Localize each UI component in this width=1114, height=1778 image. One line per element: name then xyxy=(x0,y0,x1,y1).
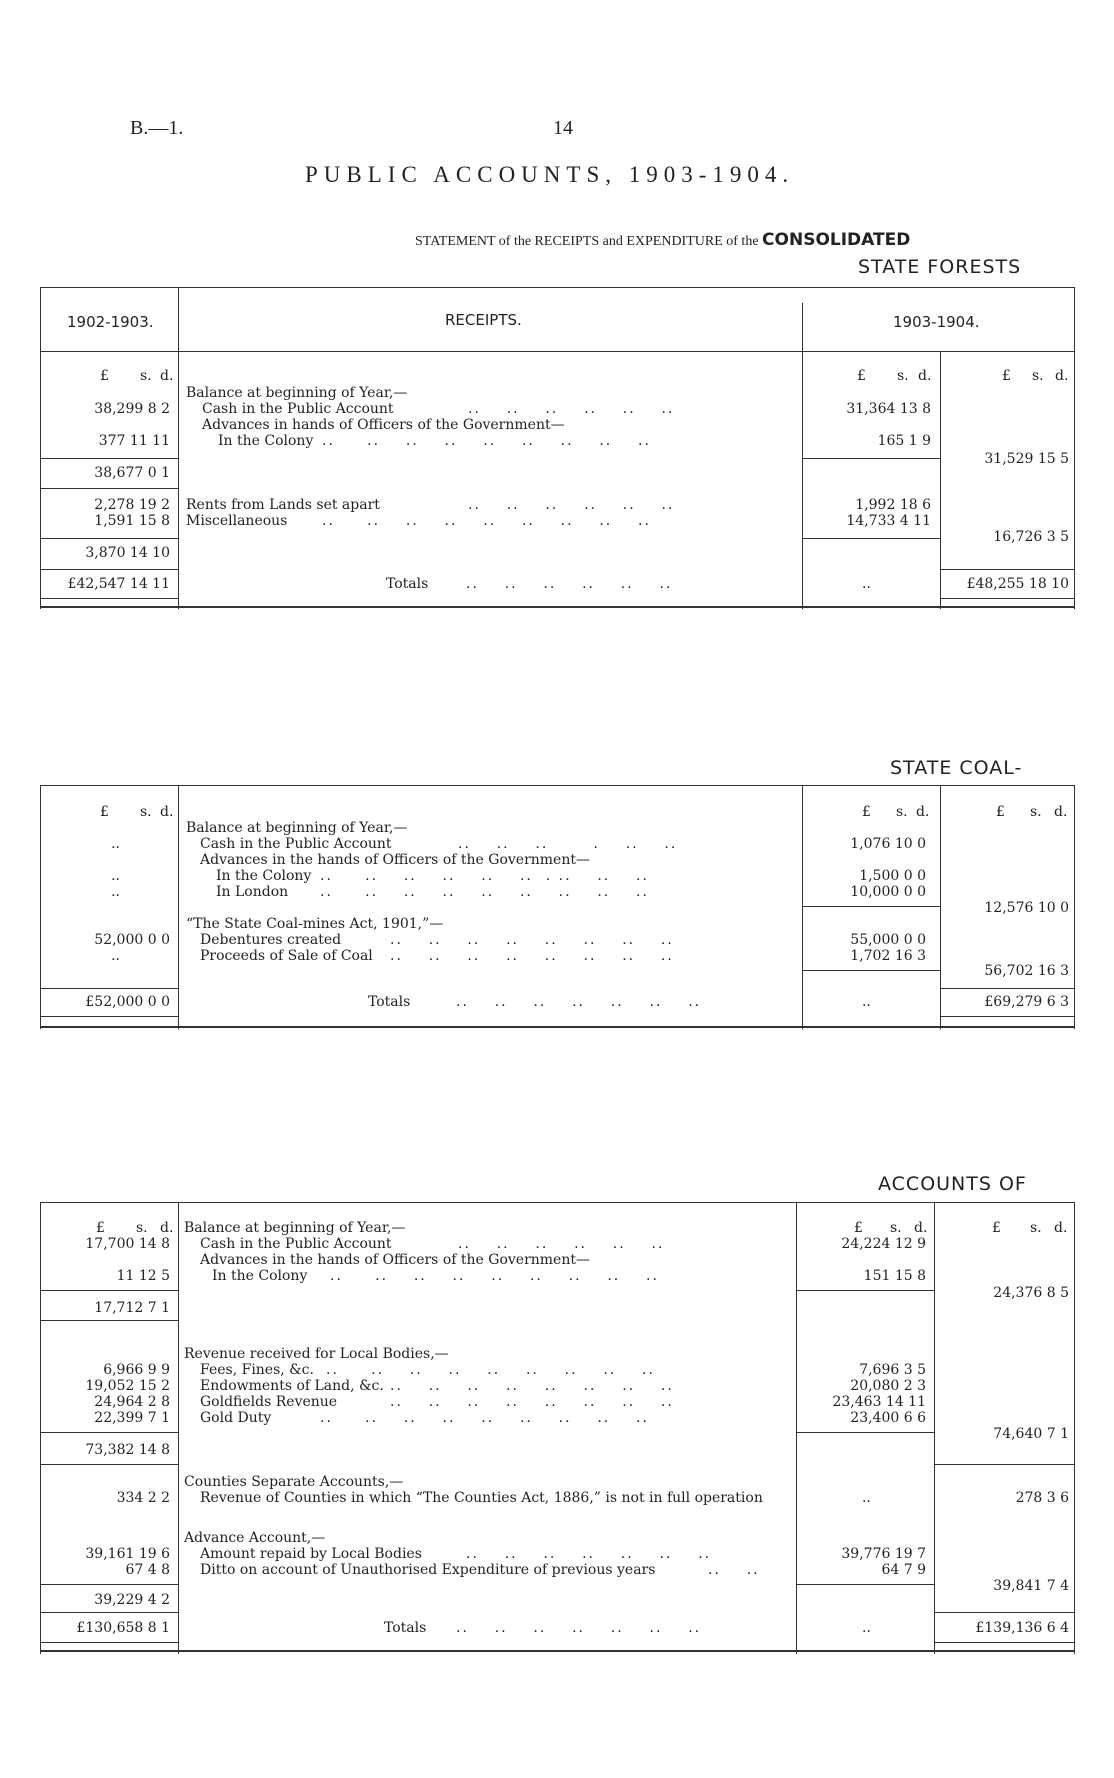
unit-s: s. xyxy=(1032,368,1044,384)
value-cur: 31,364 13 8 xyxy=(846,401,931,417)
value-cur: 64 7 9 xyxy=(881,1562,926,1578)
unit-pound: £ xyxy=(996,804,1005,820)
col-header-receipts: RECEIPTS. xyxy=(445,311,522,329)
row-label: Endowments of Land, &c. xyxy=(200,1378,384,1394)
leader-dots: .. .. .. .. .. .. .. .. xyxy=(390,1394,674,1410)
unit-d: d. xyxy=(160,804,174,820)
leader-dots: .. .. .. .. .. .. . .. .. .. xyxy=(320,868,649,884)
value-prev: 19,052 15 2 xyxy=(85,1378,170,1394)
unit-d: d. xyxy=(160,1220,174,1236)
leader-dots: .. .. .. .. .. .. .. .. .. xyxy=(322,433,651,449)
unit-d: d. xyxy=(918,368,932,384)
value-prev: 2,278 19 2 xyxy=(94,497,170,513)
subtotal-prev: 38,677 0 1 xyxy=(94,465,170,481)
unit-s: s. xyxy=(140,804,152,820)
subtotal-prev: 17,712 7 1 xyxy=(94,1300,170,1316)
row-label: Revenue received for Local Bodies,— xyxy=(184,1346,449,1362)
totals-prev: £42,547 14 11 xyxy=(67,576,170,592)
unit-s: s. xyxy=(136,1220,148,1236)
leader-dots: .. .. .. .. .. .. .. .. .. xyxy=(320,1410,649,1426)
row-label: Advances in hands of Officers of the Government— xyxy=(202,417,565,433)
unit-s: s. xyxy=(1030,804,1042,820)
page-number: 14 xyxy=(553,117,573,139)
row-label: In the Colony xyxy=(212,1268,308,1284)
subtotal-total: 278 3 6 xyxy=(1015,1490,1069,1506)
leader-dots: .. .. .. .. .. .. .. .. xyxy=(390,932,674,948)
totals-label: Totals xyxy=(386,576,429,592)
value-cur: 1,992 18 6 xyxy=(855,497,931,513)
value-cur: 39,776 19 7 xyxy=(841,1546,926,1562)
unit-pound: £ xyxy=(1002,368,1011,384)
totals-mid: .. xyxy=(862,576,871,592)
leader-dots: .. .. .. .. .. .. xyxy=(468,401,675,417)
unit-s: s. xyxy=(140,368,152,384)
value-prev: 22,399 7 1 xyxy=(94,1410,170,1426)
row-label: Fees, Fines, &c. xyxy=(200,1362,314,1378)
totals-label: Totals xyxy=(384,1620,427,1636)
value-cur: 23,463 14 11 xyxy=(832,1394,926,1410)
leader-dots: .. .. .. .. .. .. .. .. .. xyxy=(322,513,651,529)
value-prev: 334 2 2 xyxy=(116,1490,170,1506)
row-label: Rents from Lands set apart xyxy=(186,497,380,513)
leader-dots: .. .. xyxy=(708,1562,760,1578)
value-cur: 165 1 9 xyxy=(877,433,931,449)
page-title: PUBLIC ACCOUNTS, 1903-1904. xyxy=(305,162,795,187)
unit-pound: £ xyxy=(862,804,871,820)
value-cur: 20,080 2 3 xyxy=(850,1378,926,1394)
unit-d: d. xyxy=(914,1220,928,1236)
value-prev: 6,966 9 9 xyxy=(103,1362,170,1378)
leader-dots: .. .. .. . .. .. xyxy=(458,836,678,852)
row-label: Cash in the Public Account xyxy=(202,401,394,417)
row-label: In London xyxy=(216,884,289,900)
row-label: Ditto on account of Unauthorised Expenditure of previous years xyxy=(200,1562,656,1578)
row-label: In the Colony xyxy=(216,868,312,884)
row-label: Gold Duty xyxy=(200,1410,272,1426)
value-prev: 38,299 8 2 xyxy=(94,401,170,417)
subtotal-prev: 3,870 14 10 xyxy=(85,545,170,561)
row-label: Debentures created xyxy=(200,932,342,948)
value-prev: 377 11 11 xyxy=(98,433,170,449)
unit-pound: £ xyxy=(96,1220,105,1236)
unit-d: d. xyxy=(1055,368,1069,384)
totals-mid: .. xyxy=(862,994,871,1010)
subtotal-total: 31,529 15 5 xyxy=(984,451,1069,467)
subtotal-total: 74,640 7 1 xyxy=(993,1426,1069,1442)
statement-line xyxy=(415,230,910,250)
value-cur: 1,702 16 3 xyxy=(850,948,926,964)
leader-dots: .. .. .. .. .. .. .. .. .. xyxy=(326,1362,655,1378)
value-prev: .. xyxy=(111,948,120,964)
row-label: Proceeds of Sale of Coal xyxy=(200,948,373,964)
row-label: Balance at beginning of Year,— xyxy=(186,820,408,836)
unit-d: d. xyxy=(1054,804,1068,820)
row-label: Revenue of Counties in which “The Counties Act, 1886,” is not in full operation xyxy=(200,1490,763,1506)
unit-pound: £ xyxy=(854,1220,863,1236)
subtotal-total: 56,702 16 3 xyxy=(984,963,1069,979)
totals-total: £48,255 18 10 xyxy=(966,576,1069,592)
unit-pound: £ xyxy=(100,368,109,384)
leader-dots: .. .. .. .. .. .. .. .. xyxy=(390,948,674,964)
leader-dots: .. .. .. .. .. .. xyxy=(468,497,675,513)
unit-s: s. xyxy=(1030,1220,1042,1236)
value-mid: .. xyxy=(862,1490,871,1506)
row-label: “The State Coal-mines Act, 1901,”— xyxy=(186,916,444,932)
value-prev: 52,000 0 0 xyxy=(94,932,170,948)
unit-d: d. xyxy=(160,368,174,384)
row-label: In the Colony xyxy=(218,433,314,449)
leader-dots: .. .. .. .. .. .. .. .. .. xyxy=(320,884,649,900)
value-prev: 39,161 19 6 xyxy=(85,1546,170,1562)
row-label: Balance at beginning of Year,— xyxy=(184,1220,406,1236)
statement-prefix: STATEMENT of the RECEIPTS and EXPENDITURE of the xyxy=(415,234,759,249)
leader-dots: .. .. .. .. .. .. xyxy=(458,1236,665,1252)
value-cur: 1,076 10 0 xyxy=(850,836,926,852)
row-label: Balance at beginning of Year,— xyxy=(186,385,408,401)
row-label: Miscellaneous xyxy=(186,513,288,529)
totals-label: Totals xyxy=(368,994,411,1010)
totals-mid: .. xyxy=(862,1620,871,1636)
row-label: Amount repaid by Local Bodies xyxy=(200,1546,422,1562)
unit-s: s. xyxy=(896,804,908,820)
unit-pound: £ xyxy=(992,1220,1001,1236)
section-title-state-coal: STATE COAL- xyxy=(890,757,1023,779)
subtotal-total: 16,726 3 5 xyxy=(993,529,1069,545)
subtotal-prev: 73,382 14 8 xyxy=(85,1442,170,1458)
leader-dots: .. .. .. .. .. .. .. xyxy=(456,1620,702,1636)
unit-pound: £ xyxy=(100,804,109,820)
value-prev: .. xyxy=(111,836,120,852)
value-cur: 23,400 6 6 xyxy=(850,1410,926,1426)
row-label: Advance Account,— xyxy=(184,1530,326,1546)
row-label: Advances in the hands of Officers of the Government— xyxy=(200,852,590,868)
value-prev: .. xyxy=(111,884,120,900)
section-title-accounts-of: ACCOUNTS OF xyxy=(878,1173,1027,1195)
unit-s: s. xyxy=(897,368,909,384)
value-cur: 10,000 0 0 xyxy=(850,884,926,900)
unit-s: s. xyxy=(890,1220,902,1236)
subtotal-prev: 39,229 4 2 xyxy=(94,1592,170,1608)
value-cur: 14,733 4 11 xyxy=(846,513,931,529)
value-prev: 24,964 2 8 xyxy=(94,1394,170,1410)
value-cur: 55,000 0 0 xyxy=(850,932,926,948)
totals-prev: £52,000 0 0 xyxy=(85,994,170,1010)
value-cur: 1,500 0 0 xyxy=(859,868,926,884)
value-prev: 67 4 8 xyxy=(125,1562,170,1578)
value-prev: 17,700 14 8 xyxy=(85,1236,170,1252)
value-prev: 1,591 15 8 xyxy=(94,513,170,529)
totals-total: £69,279 6 3 xyxy=(984,994,1069,1010)
subtotal-total: 12,576 10 0 xyxy=(984,900,1069,916)
totals-total: £139,136 6 4 xyxy=(975,1620,1069,1636)
row-label: Advances in the hands of Officers of the Government— xyxy=(200,1252,590,1268)
value-cur: 7,696 3 5 xyxy=(859,1362,926,1378)
value-cur: 151 15 8 xyxy=(863,1268,926,1284)
section-title-state-forests: STATE FORESTS xyxy=(858,256,1022,278)
value-cur: 24,224 12 9 xyxy=(841,1236,926,1252)
page-ref: B.—1. xyxy=(130,117,184,139)
col-header-1903: 1903-1904. xyxy=(893,313,980,331)
leader-dots: .. .. .. .. .. .. .. xyxy=(456,994,702,1010)
value-prev: .. xyxy=(111,868,120,884)
row-label: Cash in the Public Account xyxy=(200,836,392,852)
subtotal-total: 39,841 7 4 xyxy=(993,1578,1069,1594)
subtotal-total: 24,376 8 5 xyxy=(993,1285,1069,1301)
unit-pound: £ xyxy=(857,368,866,384)
totals-prev: £130,658 8 1 xyxy=(76,1620,170,1636)
unit-d: d. xyxy=(916,804,930,820)
row-label: Cash in the Public Account xyxy=(200,1236,392,1252)
unit-d: d. xyxy=(1054,1220,1068,1236)
leader-dots: .. .. .. .. .. .. xyxy=(466,576,673,592)
leader-dots: .. .. .. .. .. .. .. xyxy=(466,1546,712,1562)
value-prev: 11 12 5 xyxy=(116,1268,170,1284)
statement-bold: CONSOLIDATED xyxy=(762,230,911,250)
col-header-1902: 1902-1903. xyxy=(67,313,154,331)
leader-dots: .. .. .. .. .. .. .. .. xyxy=(390,1378,674,1394)
row-label: Counties Separate Accounts,— xyxy=(184,1474,404,1490)
leader-dots: .. .. .. .. .. .. .. .. .. xyxy=(330,1268,659,1284)
row-label: Goldfields Revenue xyxy=(200,1394,338,1410)
